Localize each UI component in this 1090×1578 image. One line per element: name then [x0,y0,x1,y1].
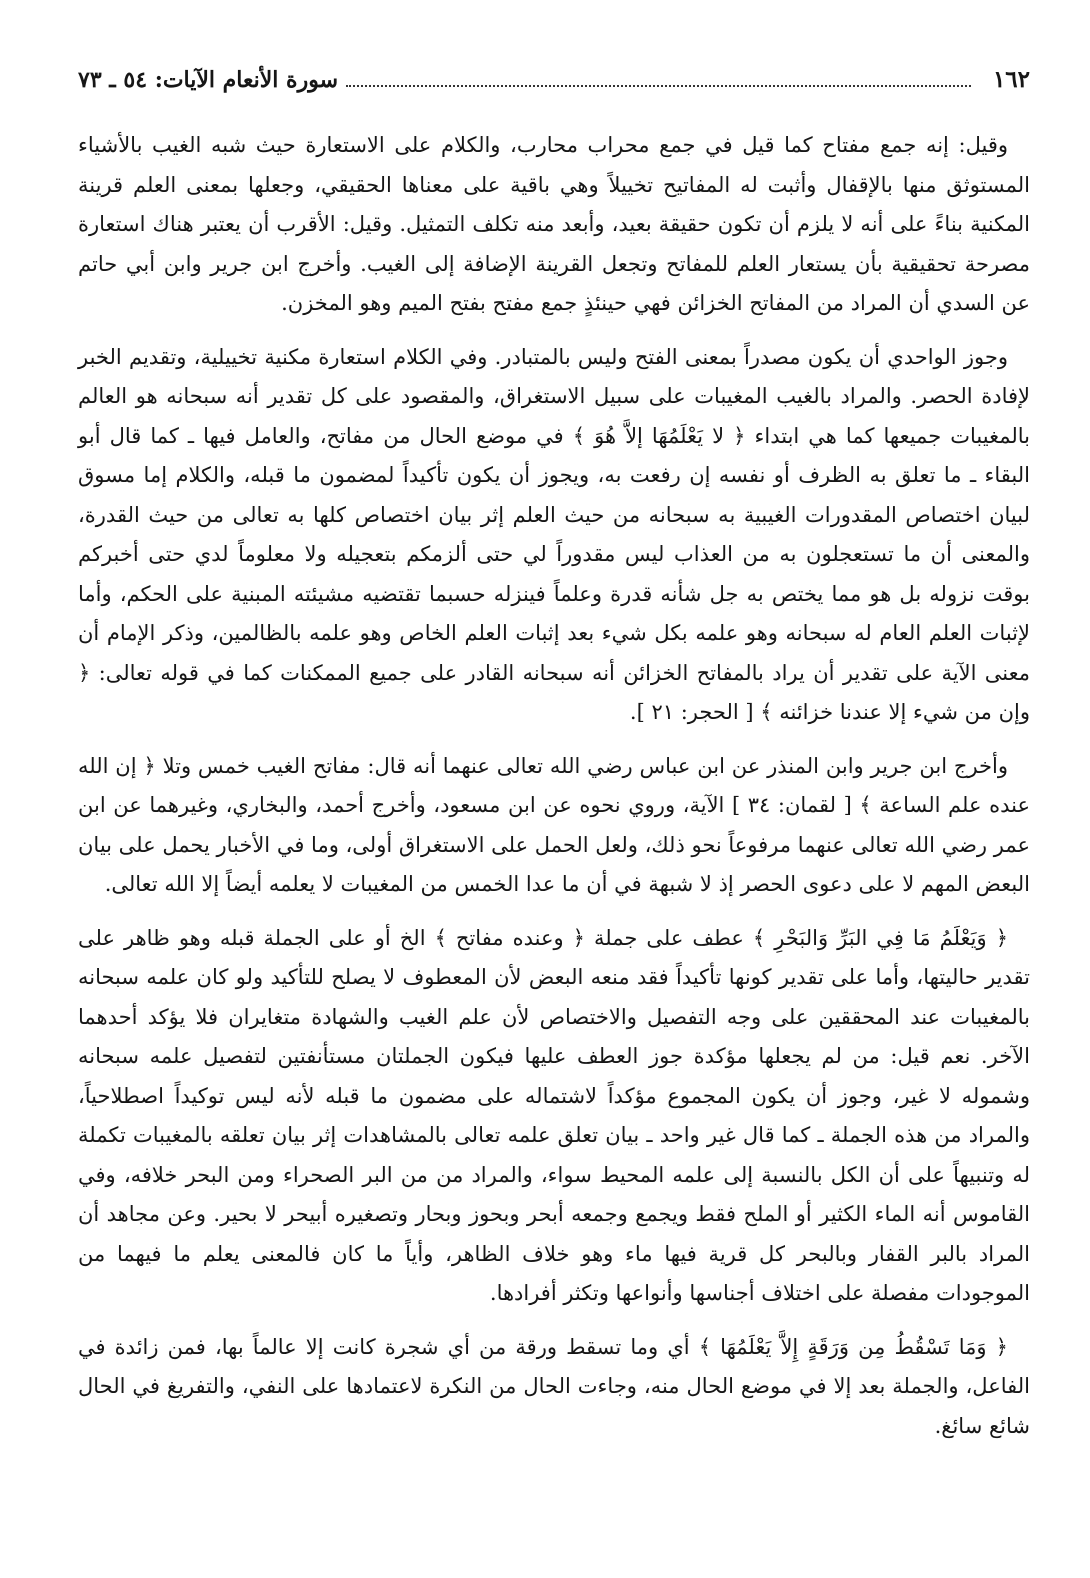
paragraph-5: ﴿ وَمَا تَسْقُطُ مِن وَرَقَةٍ إِلاَّ يَعْلَمُهَا ﴾ أي وما تسقط ورقة من أي شجرة كانت إلا عالماً بها، فمن زائدة في الفاعل، والجملة بعد إلا في موضع الحال منه، وجاءت الحال من النكرة لاعتمادها على النفي، والتفريغ في الحال شائع سائغ. [78,1334,1030,1438]
dotted-leader [346,84,971,87]
page-number: ١٦٢ [992,66,1030,93]
page-header [78,66,1030,106]
paragraph-4: ﴿ وَيَعْلَمُ مَا فِي البَرِّ وَالبَحْرِ ﴾ عطف على جملة ﴿ وعنده مفاتح ﴾ الخ أو على الجملة قبله وهو ظاهر على تقدير حاليتها، وأما على تقدير كونها تأكيداً فقد منعه البعض لأن المعطوف لا يصلح للتأكيد ولو كان علمه سبحانه بالمغيبات عند المحققين على وجه التفصيل والاختصاص لأن علم الغيب والشهادة متغايران فلا يؤكد أحدهما الآخر. نعم قيل: من لم يجعلها مؤكدة جوز العطف عليها فيكون الجملتان مستأنفتين لتفصيل علمه سبحانه وشموله لا غير، وجوز أن يكون المجموع مؤكداً لاشتماله على مضمون ما قبله لأنه ليس توكيداً اصطلاحياً، والمراد من هذه الجملة ـ كما قال غير واحد ـ بيان تعلق علمه تعالى بالمشاهدات إثر بيان تعلقه بالمغيبات تكملة له وتنبيهاً على أن الكل بالنسبة إلى علمه المحيط سواء، والمراد من من البر الصحراء ومن البحر خلافه، وفي القاموس أنه الماء الكثير أو الملح فقط ويجمع وجمعه أبحر وبحوز وبحار وتصغيره أبيحر لا بحير. وعن مجاهد أن المراد بالبر القفار وبالبحر كل قرية فيها ماء وهو خلاف الظاهر، وأياً ما كان فالمعنى يعلم ما فيهما من الموجودات مفصلة على اختلاف أجناسها وأنواعها وتكثر أفرادها. [78,925,1030,1305]
paragraph-1: وقيل: إنه جمع مفتاح كما قيل في جمع محراب محارب، والكلام على الاستعارة حيث شبه الغيب بالأشياء المستوثق منها بالإقفال وأثبت له المفاتيح تخييلاً وهي باقية على معناها الحقيقي، وجعلها بمعنى العلم قرينة المكنية بناءً على أنه لا يلزم أن تكون حقيقة بعيد، وأبعد منه تكلف التمثيل. وقيل: الأقرب أن يعتبر هناك استعارة مصرحة تحقيقية بأن يستعار العلم للمفاتح وتجعل القرينة الإضافة إلى الغيب. وأخرج ابن جرير وابن أبي حاتم عن السدي أن المراد من المفاتح الخزائن فهي حينئذٍ جمع مفتح بفتح الميم وهو المخزن. [78,133,1030,315]
paragraph-3: وأخرج ابن جرير وابن المنذر عن ابن عباس رضي الله تعالى عنهما أنه قال: مفاتح الغيب خمس وتلا ﴿ إن الله عنده علم الساعة ﴾ [ لقمان: ٣٤ ] الآية، وروي نحوه عن ابن مسعود، وأخرج أحمد، والبخاري، وغيرهما عن ابن عمر رضي الله تعالى عنهما مرفوعاً نحو ذلك، ولعل الحمل على الاستغراق أولى، وما في الأخبار يحمل على بيان البعض المهم لا على دعوى الحصر إذ لا شبهة في أن ما عدا الخمس من المغيبات لا يعلمه أيضاً إلا الله تعالى. [78,753,1031,896]
page [78,66,1030,1446]
running-title: سورة الأنعام الآيات: ٥٤ ـ ٧٣ [78,67,339,93]
paragraph-2: وجوز الواحدي أن يكون مصدراً بمعنى الفتح وليس بالمتبادر. وفي الكلام استعارة مكنية تخييلية، وتقديم الخبر لإفادة الحصر. والمراد بالغيب المغيبات على سبيل الاستغراق، والمقصود على كل تقدير أنه سبحانه هو العالم بالمغيبات جميعها كما هي ابتداء ﴿ لا يَعْلَمُهَا إلاَّ هُوَ ﴾ في موضع الحال من مفاتح، والعامل فيها ـ كما قال أبو البقاء ـ ما تعلق به الظرف أو نفسه إن رفعت به، ويجوز أن يكون تأكيداً لمضمون ما قبله، والكلام إما مسوق لبيان اختصاص المقدورات الغيبية به سبحانه من حيث العلم إثر بيان اختصاص كلها به تعالى من حيث القدرة، والمعنى أن ما تستعجلون به من العذاب ليس مقدوراً لي حتى ألزمكم بتعجيله ولا معلوماً لدي حتى أخبركم بوقت نزوله بل هو مما يختص به جل شأنه قدرة وعلماً فينزله حسبما تقتضيه مشيئته المبنية على الحكم، وأما لإثبات العلم العام له سبحانه وهو علمه بكل شيء بعد إثبات العلم الخاص وهو علمه بالظالمين، وذكر الإمام أن معنى الآية على تقدير أن يراد بالمفاتح الخزائن أنه سبحانه القادر على جميع الممكنات كما في قوله تعالى: ﴿ وإن من شيء إلا عندنا خزائنه ﴾ [ الحجر: ٢١ ]. [78,344,1030,724]
